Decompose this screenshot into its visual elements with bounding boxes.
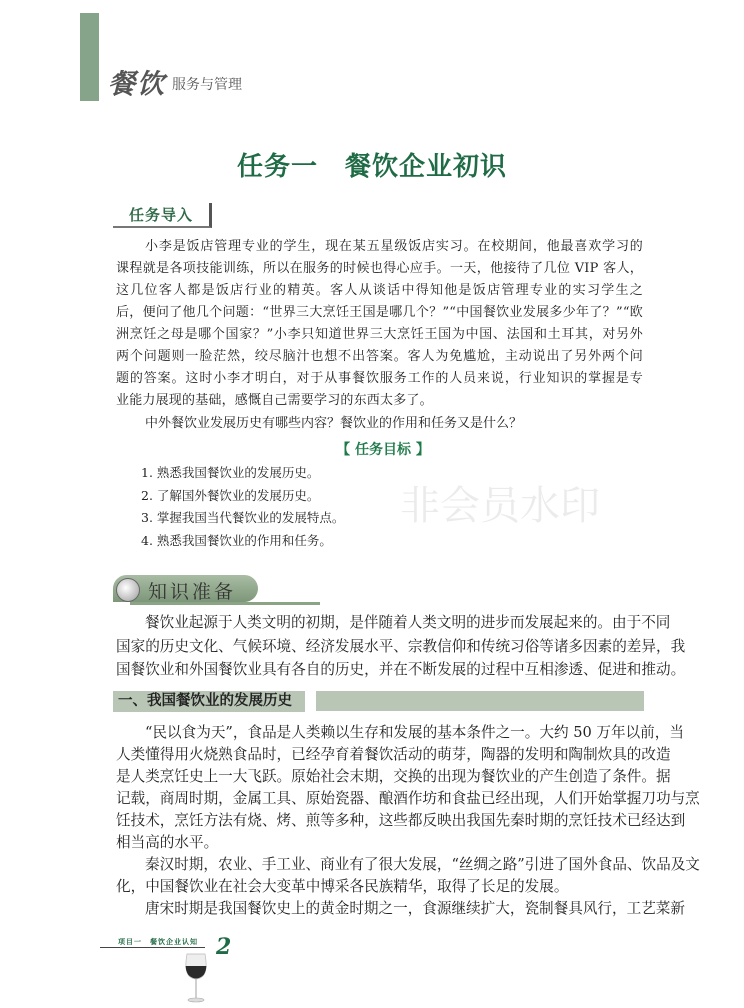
text-line: 秦汉时期，农业、手工业、商业有了很大发展，“丝绸之路”引进了国外食品、饮品及文: [145, 856, 700, 873]
text-line: 记载，商周时期，金属工具、原始瓷器、酿酒作坊和食盐已经出现，人们开始掌握刀功与烹: [116, 790, 700, 807]
text-line: 国餐饮业和外国餐饮业具有各自的历史，并在不断发展的过程中互相渗透、促进和推动。: [116, 661, 686, 678]
section-body: [116, 722, 700, 920]
text-line: 课程就是各项技能训练，所以在服务的时候也得心应手。一天，他接待了几位 VIP 客人，: [116, 261, 643, 276]
paragraph: [116, 854, 700, 898]
text-line: 业能力展现的基础，感慨自己需要学习的东西太多了。: [116, 393, 433, 408]
watermark: 非会员水印: [400, 483, 600, 529]
text-line: 国家的历史文化、气候环境、经济发展水平、宗教信仰和传统习俗等诸多因素的差异，我: [116, 637, 686, 655]
footer-rule: [100, 947, 205, 948]
goals-heading: 【 任务目标 】: [336, 442, 430, 458]
section-heading-bar: [316, 691, 644, 711]
text-line: 这几位客人都是饭店行业的精英。客人从谈话中得知他是饭店管理专业的实习学生之: [116, 283, 643, 298]
text-line: 饪技术，烹饪方法有烧、烤、煎等多种，这些都反映出我国先秦时期的烹饪技术已经达到: [116, 812, 686, 829]
text-line: 唐宋时期是我国餐饮史上的黄金时期之一，食源继续扩大，瓷制餐具风行，工艺菜新: [145, 900, 685, 917]
wine-glass-icon: [183, 952, 209, 1004]
page-title: 任务一 餐饮企业初识: [236, 152, 507, 182]
goal-item: 3. 掌握我国当代餐饮业的发展特点。: [141, 510, 345, 525]
text-line: “民以食为天”，食品是人类赖以生存和发展的基本条件之一。大约 50 万年以前，当: [145, 724, 684, 741]
header-color-bar: [80, 13, 99, 101]
arrow-badge-icon: [116, 578, 140, 602]
text-line: 题的答案。这时小李才明白，对于从事餐饮服务工作的人员来说，行业知识的掌握是专: [116, 371, 643, 386]
text-line: 相当高的水平。: [116, 834, 219, 851]
text-line: 餐饮业起源于人类文明的初期，是伴随着人类文明的进步而发展起来的。由于不同: [145, 614, 671, 631]
knowledge-paragraph: [116, 611, 686, 682]
text-line: 后，便问了他几个问题：“世界三大烹饪王国是哪几个？”“中国餐饮业发展多少年了？”“欧: [116, 305, 643, 320]
paragraph: [116, 898, 685, 920]
page-number: 2: [216, 934, 232, 960]
paragraph: [116, 722, 700, 854]
header-brand: 餐饮: [108, 69, 166, 100]
knowledge-heading: 知识准备: [148, 581, 237, 603]
goals-list: [141, 462, 344, 552]
section-heading: 一、我国餐饮业的发展历史: [118, 693, 292, 709]
intro-heading: 任务导入: [113, 203, 212, 228]
text-line: 洲烹饪之母是哪个国家？”小李只知道世界三大烹饪王国为中国、法国和土耳其，对另外: [116, 327, 643, 342]
footer-running-title: 项目一 餐饮企业认知: [118, 937, 198, 946]
goal-item: 4. 熟悉我国餐饮业的作用和任务。: [141, 532, 332, 548]
text-line: 小李是饭店管理专业的学生，现在某五星级饭店实习。在校期间，他最喜欢学习的: [145, 239, 643, 254]
header-subtitle: 服务与管理: [172, 77, 242, 93]
goal-item: 1. 熟悉我国餐饮业的发展历史。: [141, 465, 320, 480]
text-line: 人类懂得用火烧熟食品时，已经孕育着餐饮活动的萌芽，陶器的发明和陶制炊具的改造: [116, 746, 671, 763]
question-text: 中外餐饮业发展历史有哪些内容？餐饮业的作用和任务又是什么？: [145, 416, 523, 431]
text-line: 两个问题则一脸茫然，绞尽脑汁也想不出答案。客人为免尴尬，主动说出了另外两个问: [116, 349, 643, 364]
intro-question: [116, 413, 643, 435]
text-line: 化，中国餐饮业在社会大变革中博采各民族精华，取得了长足的发展。: [116, 878, 569, 895]
goal-item: 2. 了解国外餐饮业的发展历史。: [141, 487, 320, 503]
intro-paragraph: [116, 236, 643, 412]
text-line: 是人类烹饪史上一大飞跃。原始社会末期，交换的出现为餐饮业的产生创造了条件。据: [116, 768, 671, 785]
